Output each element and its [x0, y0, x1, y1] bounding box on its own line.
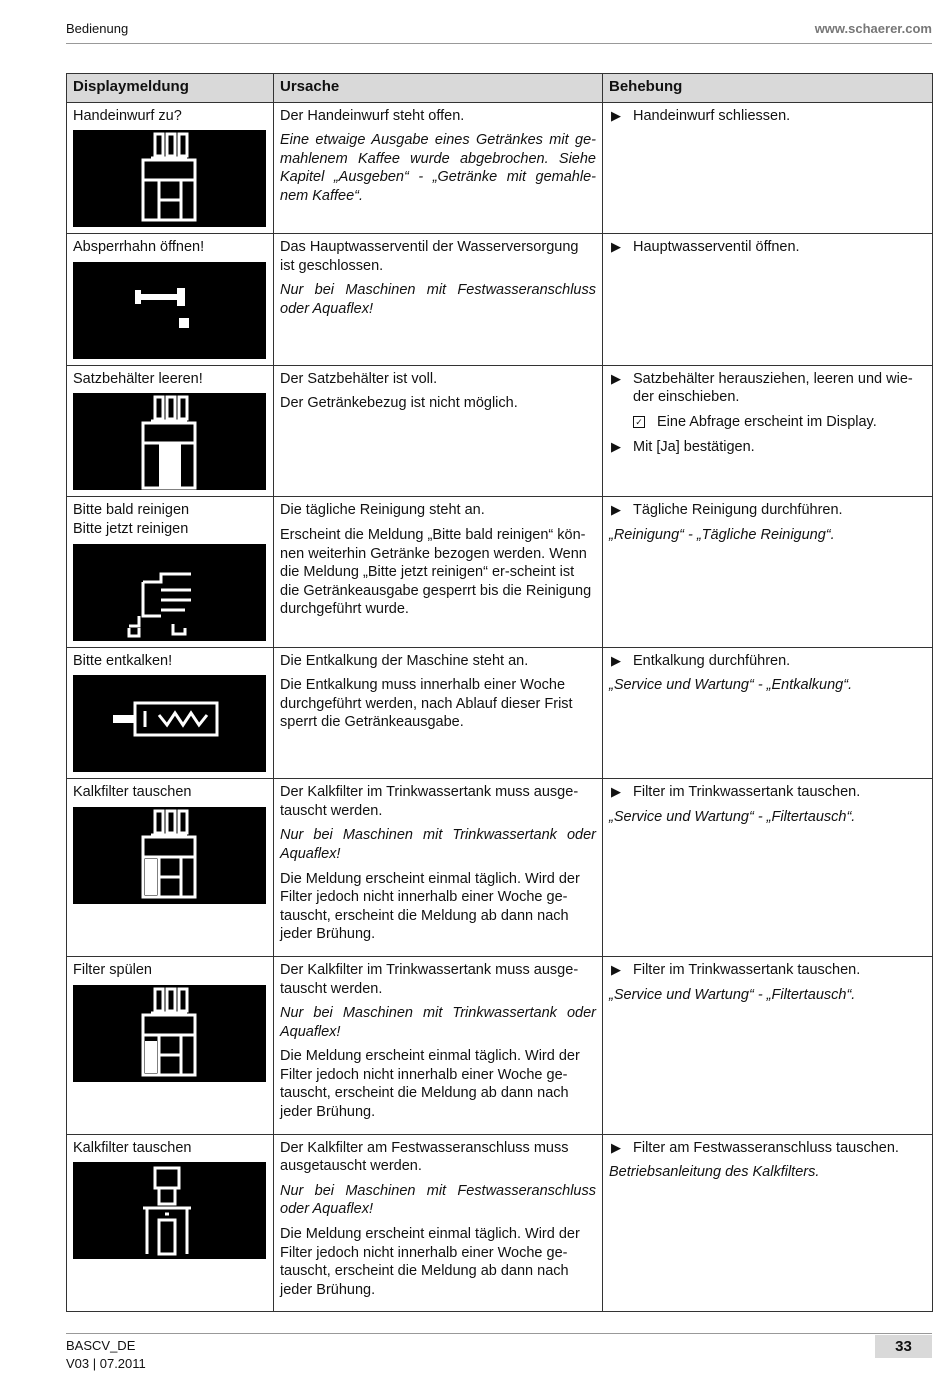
cause-note: Nur bei Maschinen mit Trinkwassertank oder Aquaflex!: [280, 827, 596, 862]
display-message-cell: [67, 497, 274, 647]
step-arrow-icon: ▶: [611, 239, 621, 255]
cause-cell: [274, 102, 603, 234]
display-message-cell: [67, 234, 274, 366]
fix-step: [609, 652, 926, 671]
cause-text: Der Kalkfilter im Trinkwassertank muss ausge-tauscht werden.: [280, 961, 579, 997]
display-message-cell: [67, 647, 274, 779]
fixed-water-filter-icon: [73, 1162, 266, 1259]
grounds-container-full-icon: [73, 393, 266, 490]
display-message-cell: [67, 956, 274, 1134]
fix-step: [609, 783, 926, 802]
cause-text: Der Getränkebezug ist nicht möglich.: [280, 395, 518, 412]
display-message-text: Satzbehälter leeren!: [73, 370, 203, 387]
fix-step-text: Hauptwasserventil öffnen.: [633, 239, 800, 256]
cause-text: Die Meldung erscheint einmal täglich. Wird der Filter jedoch nicht innerhalb einer Woche ge-tauscht, erscheint die Meldung ab dann nach jeder Brühung.: [280, 870, 580, 943]
fix-step: [609, 501, 926, 520]
footer-doc-id: BASCV_DE: [66, 1338, 136, 1353]
fix-step-text: Entkalkung durchführen.: [633, 652, 791, 669]
display-message-cell: [67, 1134, 274, 1312]
footer-version: V03 | 07.2011: [66, 1356, 146, 1371]
header-section: Bedienung: [66, 21, 129, 36]
fix-cell: [603, 234, 933, 366]
step-arrow-icon: ▶: [611, 107, 621, 123]
column-header-fix: Behebung: [603, 74, 933, 103]
lcd-screen: [73, 807, 266, 904]
step-arrow-icon: ▶: [611, 784, 621, 800]
fix-reference: Betriebsanleitung des Kalkfilters.: [609, 1164, 820, 1181]
cause-text: Die Entkalkung muss innerhalb einer Woche durchgeführt werden, nach Ablauf dieser Frist sperrt die Getränkeausgabe.: [280, 677, 573, 731]
display-message-cell: [67, 102, 274, 234]
step-arrow-icon: ▶: [611, 502, 621, 518]
cleaning-hand-icon: [73, 544, 266, 641]
column-header-display: Displaymeldung: [67, 74, 274, 103]
cause-text: Die tägliche Reinigung steht an.: [280, 502, 485, 519]
fix-step-text: Satzbehälter herausziehen, leeren und wie-der einschieben.: [633, 370, 913, 406]
table-header-row: [67, 74, 933, 103]
cause-cell: [274, 779, 603, 957]
fix-cell: [603, 647, 933, 779]
display-message-text: Filter spülen: [73, 961, 152, 978]
display-message-cell: [67, 779, 274, 957]
water-tank-filter-rinse-icon: [73, 985, 266, 1082]
descaling-pipe-icon: [73, 675, 266, 772]
cause-cell: [274, 497, 603, 647]
fix-cell: [603, 497, 933, 647]
step-arrow-icon: ▶: [611, 438, 621, 454]
cause-cell: [274, 1134, 603, 1312]
column-header-cause: Ursache: [274, 74, 603, 103]
cause-text: Erscheint die Meldung „Bitte bald reinigen“ kön-nen weiterhin Getränke bezogen werden. Wenn die Meldung „Bitte jetzt reinigen“ er-scheint ist die Getränkeausgabe gesperrt bis die Reinigung durchgeführt wurde.: [280, 526, 592, 618]
lcd-screen: [73, 985, 266, 1082]
water-tank-filter-icon: [73, 807, 266, 904]
hopper-open-icon: [73, 130, 266, 227]
display-message-text: Handeinwurf zu?: [73, 107, 182, 124]
fix-step-text: Filter im Trinkwassertank tauschen.: [633, 961, 861, 978]
fix-step-text: Mit [Ja] bestätigen.: [633, 438, 755, 455]
step-arrow-icon: ▶: [611, 961, 621, 977]
display-message-table: [66, 73, 933, 1312]
fix-cell: [603, 102, 933, 234]
display-message-text: Absperrhahn öffnen!: [73, 239, 205, 256]
cause-note: Nur bei Maschinen mit Festwasseranschluss oder Aquaflex!: [280, 1182, 596, 1218]
fix-result: [633, 413, 926, 432]
table-row: [67, 956, 933, 1134]
footer-divider: [66, 1333, 932, 1334]
display-message-text: Bitte entkalken!: [73, 652, 173, 669]
display-message-text: Kalkfilter tauschen: [73, 784, 192, 801]
cause-cell: [274, 956, 603, 1134]
table-row: [67, 647, 933, 779]
fix-reference: „Service und Wartung“ - „Filtertausch“.: [609, 808, 856, 825]
lcd-screen: [73, 262, 266, 359]
cause-cell: [274, 365, 603, 497]
lcd-screen: [73, 544, 266, 641]
step-arrow-icon: ▶: [611, 652, 621, 668]
table-row: [67, 365, 933, 497]
cause-cell: [274, 647, 603, 779]
fix-reference: „Reinigung“ - „Tägliche Reinigung“.: [609, 526, 835, 543]
cause-note: Nur bei Maschinen mit Trinkwassertank oder Aquaflex!: [280, 1005, 596, 1040]
cause-note: Nur bei Maschinen mit Festwasseranschluss oder Aquaflex!: [280, 282, 596, 317]
header-divider: [66, 43, 932, 44]
cause-cell: [274, 234, 603, 366]
table-row: [67, 1134, 933, 1312]
cause-text: Die Meldung erscheint einmal täglich. Wird der Filter jedoch nicht innerhalb einer Woche ge-tauscht, erscheint die Meldung ab dann nach jeder Brühung.: [280, 1226, 580, 1298]
fix-step: [609, 961, 926, 980]
table-row: [67, 234, 933, 366]
step-arrow-icon: ▶: [611, 1139, 621, 1155]
cause-text: Der Satzbehälter ist voll.: [280, 370, 438, 387]
display-message-text: Kalkfilter tauschen: [73, 1139, 192, 1156]
fix-step-text: Handeinwurf schliessen.: [633, 107, 791, 124]
checkbox-checked-icon: ✓: [633, 416, 645, 428]
cause-text: Der Kalkfilter am Festwasseranschluss muss ausgetauscht werden.: [280, 1139, 569, 1175]
step-arrow-icon: ▶: [611, 370, 621, 386]
display-message-cell: [67, 365, 274, 497]
fix-cell: [603, 779, 933, 957]
table-row: [67, 779, 933, 957]
display-message-text: Bitte bald reinigen: [73, 502, 190, 519]
fix-reference: „Service und Wartung“ - „Filtertausch“.: [609, 986, 856, 1003]
table-row: [67, 102, 933, 234]
fix-cell: [603, 365, 933, 497]
fix-step: [609, 1139, 926, 1158]
fix-step: [609, 370, 926, 407]
cause-text: Die Entkalkung der Maschine steht an.: [280, 652, 529, 669]
fix-step: [609, 238, 926, 257]
display-message-text: Bitte jetzt reinigen: [73, 520, 189, 537]
header-website: www.schaerer.com: [814, 21, 932, 36]
cause-text: Das Hauptwasserventil der Wasserversorgung ist geschlossen.: [280, 239, 579, 274]
fix-step: [609, 438, 926, 457]
water-tap-icon: [73, 262, 266, 359]
lcd-screen: [73, 130, 266, 227]
fix-cell: [603, 1134, 933, 1312]
fix-result-text: Eine Abfrage erscheint im Display.: [657, 413, 877, 430]
page-number: 33: [875, 1335, 932, 1358]
fix-cell: [603, 956, 933, 1134]
fix-step-text: Tägliche Reinigung durchführen.: [633, 502, 843, 519]
lcd-screen: [73, 393, 266, 490]
cause-text: Der Kalkfilter im Trinkwassertank muss ausge-tauscht werden.: [280, 784, 579, 819]
cause-note: Eine etwaige Ausgabe eines Getränkes mit ge-mahlenem Kaffee wurde abgebrochen. Siehe Kapitel „Ausgeben“ - „Getränke mit gemahle-nem Kaffee“.: [280, 132, 596, 204]
lcd-screen: [73, 1162, 266, 1259]
fix-reference: „Service und Wartung“ - „Entkalkung“.: [609, 677, 853, 694]
cause-text: Der Handeinwurf steht offen.: [280, 107, 465, 124]
fix-step: [609, 107, 926, 126]
lcd-screen: [73, 675, 266, 772]
fix-step-text: Filter am Festwasseranschluss tauschen.: [633, 1139, 899, 1156]
cause-text: Die Meldung erscheint einmal täglich. Wird der Filter jedoch nicht innerhalb einer Woche ge-tauscht, erscheint die Meldung ab dann nach jeder Brühung.: [280, 1048, 580, 1121]
table-row: [67, 497, 933, 647]
fix-step-text: Filter im Trinkwassertank tauschen.: [633, 784, 861, 801]
